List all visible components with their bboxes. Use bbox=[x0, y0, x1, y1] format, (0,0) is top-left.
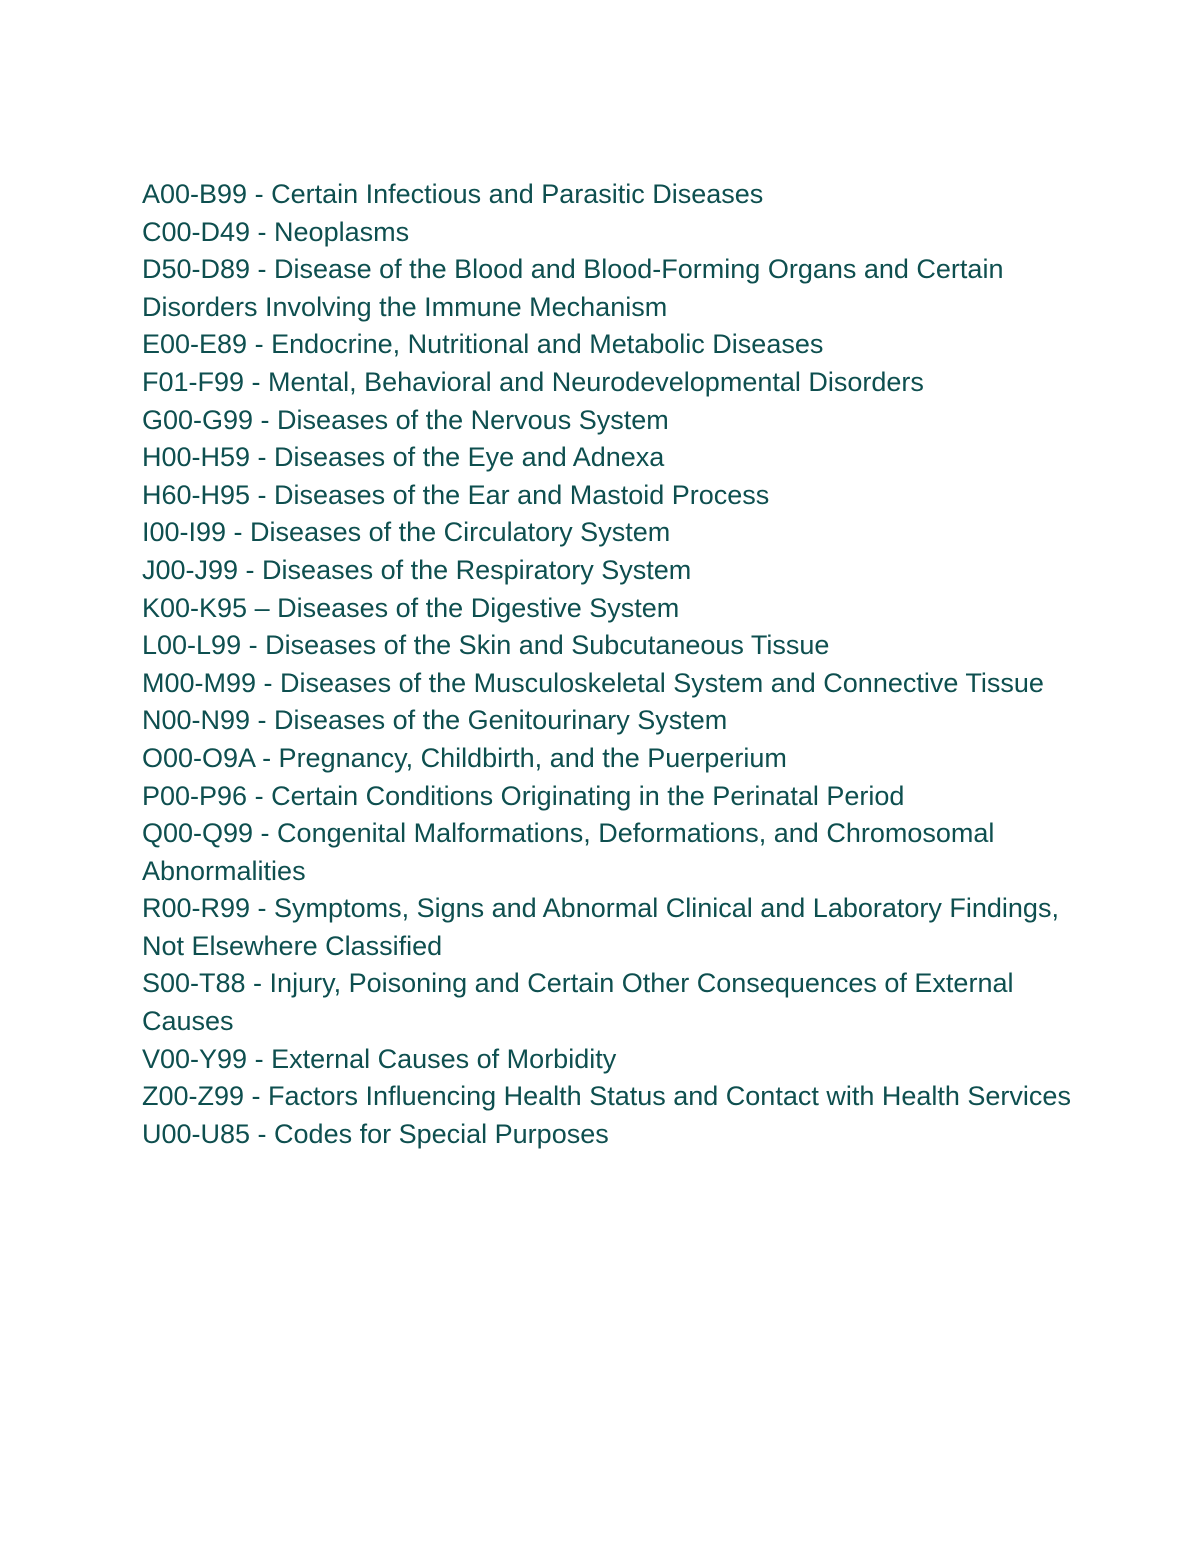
icd-code-range-list bbox=[142, 176, 1072, 1153]
list-item: V00-Y99 - External Causes of Morbidity bbox=[142, 1043, 617, 1074]
list-item: Z00-Z99 - Factors Influencing Health Status and Contact with Health Services bbox=[142, 1081, 1071, 1112]
list-item: N00-N99 - Diseases of the Genitourinary System bbox=[142, 705, 728, 736]
list-item: K00-K95 – Diseases of the Digestive System bbox=[142, 592, 680, 623]
list-item: U00-U85 - Codes for Special Purposes bbox=[142, 1118, 609, 1149]
list-item: H60-H95 - Diseases of the Ear and Mastoid Process bbox=[142, 479, 770, 510]
list-item: S00-T88 - Injury, Poisoning and Certain Other Consequences of External Causes bbox=[142, 968, 1014, 1037]
list-item: L00-L99 - Diseases of the Skin and Subcutaneous Tissue bbox=[142, 630, 830, 661]
list-item: G00-G99 - Diseases of the Nervous System bbox=[142, 404, 669, 435]
list-item: Q00-Q99 - Congenital Malformations, Deformations, and Chromosomal Abnormalities bbox=[142, 818, 995, 886]
list-item: E00-E89 - Endocrine, Nutritional and Metabolic Diseases bbox=[142, 329, 824, 360]
list-item: A00-B99 - Certain Infectious and Parasitic Diseases bbox=[142, 179, 764, 209]
list-item: F01-F99 - Mental, Behavioral and Neurodevelopmental Disorders bbox=[142, 366, 924, 397]
list-item: C00-D49 - Neoplasms bbox=[142, 216, 410, 247]
list-item: M00-M99 - Diseases of the Musculoskeletal System and Connective Tissue bbox=[142, 667, 1044, 698]
list-item: D50-D89 - Disease of the Blood and Blood-Forming Organs and Certain Disorders Involving the Immune Mechanism bbox=[142, 254, 1004, 322]
list-item: I00-I99 - Diseases of the Circulatory System bbox=[142, 517, 671, 548]
list-item: J00-J99 - Diseases of the Respiratory System bbox=[142, 554, 692, 585]
list-item: H00-H59 - Diseases of the Eye and Adnexa bbox=[142, 442, 665, 473]
list-item: P00-P96 - Certain Conditions Originating in the Perinatal Period bbox=[142, 780, 905, 811]
list-item: O00-O9A - Pregnancy, Childbirth, and the Puerperium bbox=[142, 742, 787, 773]
list-item: R00-R99 - Symptoms, Signs and Abnormal Clinical and Laboratory Findings, Not Elsewhere Classified bbox=[142, 893, 1059, 961]
